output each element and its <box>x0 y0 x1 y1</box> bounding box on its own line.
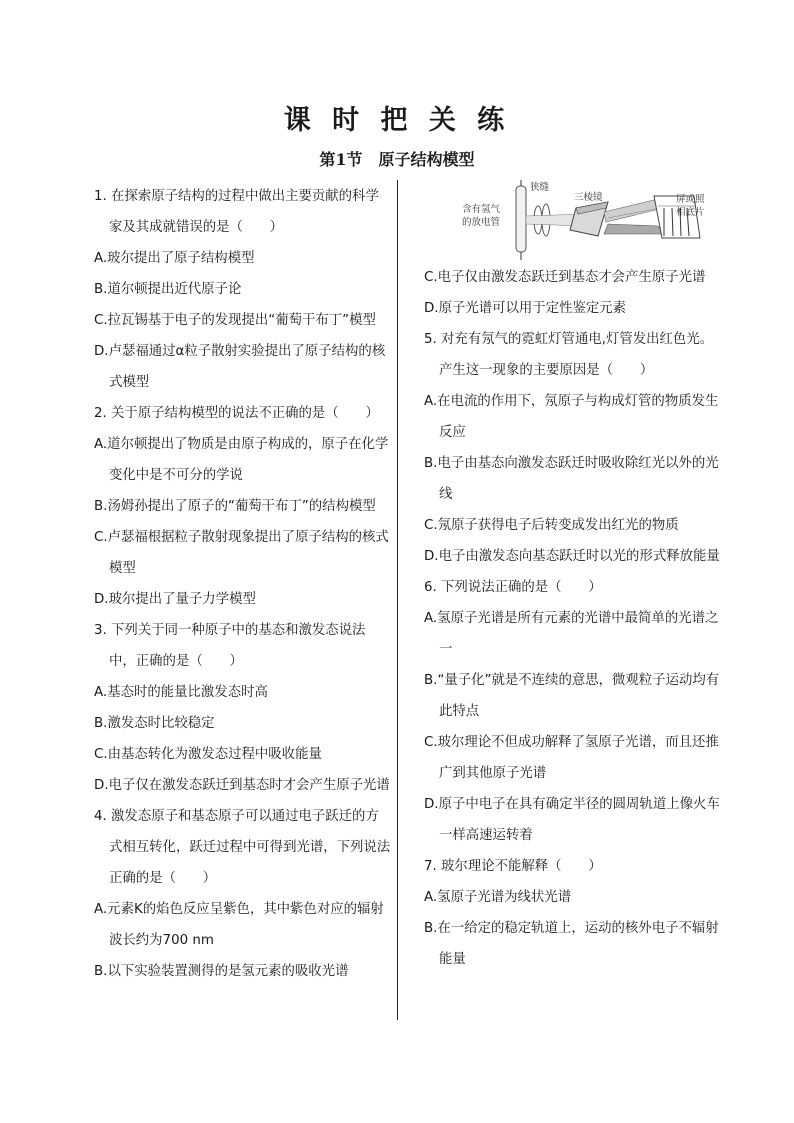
section-title: 第1节 原子结构模型 <box>319 150 475 169</box>
q6-option-d: D.原子中电子在具有确定半径的圆周轨道上像火车一样高速运转着 <box>424 797 720 843</box>
q4-option-a: A.元素K的焰色反应呈紫色，其中紫色对应的辐射波长约为700 nm <box>94 902 384 948</box>
question-2: 2. 关于原子结构模型的说法不正确的是（ ） <box>94 406 379 421</box>
discharge-tube <box>516 180 526 260</box>
q5-option-a: A.在电流的作用下，氖原子与构成灯管的物质发生反应 <box>424 394 719 440</box>
label-tube-1: 含有氢气 <box>462 204 501 215</box>
left-column <box>94 181 392 987</box>
q3-option-c: C.由基态转化为激发态过程中吸收能量 <box>94 747 322 762</box>
q6-option-a: A.氢原子光谱是所有元素的光谱中最简单的光谱之一 <box>424 611 719 657</box>
question-4: 4. 激发态原子和基态原子可以通过电子跃迁的方式相互转化，跃迁过程中可得到光谱，下列说法正确的是（ ） <box>94 809 391 886</box>
q3-option-b: B.激发态时比较稳定 <box>94 716 215 731</box>
q1-option-b: B.道尔顿提出近代原子论 <box>94 282 242 297</box>
q4-option-b: B.以下实验装置测得的是氢元素的吸收光谱 <box>94 964 349 979</box>
q6-option-b: B.“量子化”就是不连续的意思，微观粒子运动均有此特点 <box>424 673 720 719</box>
label-screen-2: 相底片 <box>676 207 705 218</box>
q3-option-a: A.基态时的能量比激发态时高 <box>94 685 268 700</box>
q3-option-d: D.电子仅在激发态跃迁到基态时才会产生原子光谱 <box>94 778 390 793</box>
column-divider <box>397 180 398 1020</box>
q6-option-c: C.玻尔理论不但成功解释了氢原子光谱，而且还推广到其他原子光谱 <box>424 735 719 781</box>
label-prism: 三棱镜 <box>574 192 603 203</box>
page-title: 课 时 把 关 练 <box>283 105 511 136</box>
q4-option-c: C.电子仅由激发态跃迁到基态才会产生原子光谱 <box>424 270 706 285</box>
q5-option-d: D.电子由激发态向基态跃迁时以光的形式释放能量 <box>424 549 720 564</box>
question-1: 1. 在探索原子结构的过程中做出主要贡献的科学家及其成就错误的是（ ） <box>94 189 379 235</box>
q5-option-b: B.电子由基态向激发态跃迁时吸收除红光以外的光线 <box>424 456 719 502</box>
q2-option-c: C.卢瑟福根据粒子散射现象提出了原子结构的核式模型 <box>94 530 389 576</box>
q7-option-b: B.在一给定的稳定轨道上，运动的核外电子不辐射能量 <box>424 921 719 967</box>
q7-option-a: A.氢原子光谱为线状光谱 <box>424 890 572 905</box>
question-5: 5. 对充有氖气的霓虹灯管通电,灯管发出红色光。产生这一现象的主要原因是（ ） <box>424 332 714 378</box>
label-tube-2: 的放电管 <box>462 217 501 228</box>
prism <box>570 202 608 236</box>
q2-option-d: D.玻尔提出了量子力学模型 <box>94 592 256 607</box>
dispersed-rays <box>604 200 664 234</box>
q4-option-d: D.原子光谱可以用于定性鉴定元素 <box>424 301 627 316</box>
right-column <box>424 262 724 975</box>
q2-option-b: B.汤姆孙提出了原子的“葡萄干布丁”的结构模型 <box>94 499 376 514</box>
label-screen-1: 屏或照 <box>676 194 705 205</box>
q2-option-a: A.道尔顿提出了物质是由原子构成的，原子在化学变化中是不可分的学说 <box>94 437 389 483</box>
q1-option-a: A.玻尔提出了原子结构模型 <box>94 251 255 266</box>
question-7: 7. 玻尔理论不能解释（ ） <box>424 859 602 874</box>
q5-option-c: C.氖原子获得电子后转变成发出红光的物质 <box>424 518 679 533</box>
q1-option-c: C.拉瓦锡基于电子的发现提出“葡萄干布丁”模型 <box>94 313 376 328</box>
label-slit: 狭缝 <box>530 182 550 193</box>
question-3: 3. 下列关于同一种原子中的基态和激发态说法中，正确的是（ ） <box>94 623 366 669</box>
spectroscope-diagram <box>458 178 720 262</box>
question-6: 6. 下列说法正确的是（ ） <box>424 580 602 595</box>
q1-option-d: D.卢瑟福通过α粒子散射实验提出了原子结构的核式模型 <box>94 344 386 390</box>
